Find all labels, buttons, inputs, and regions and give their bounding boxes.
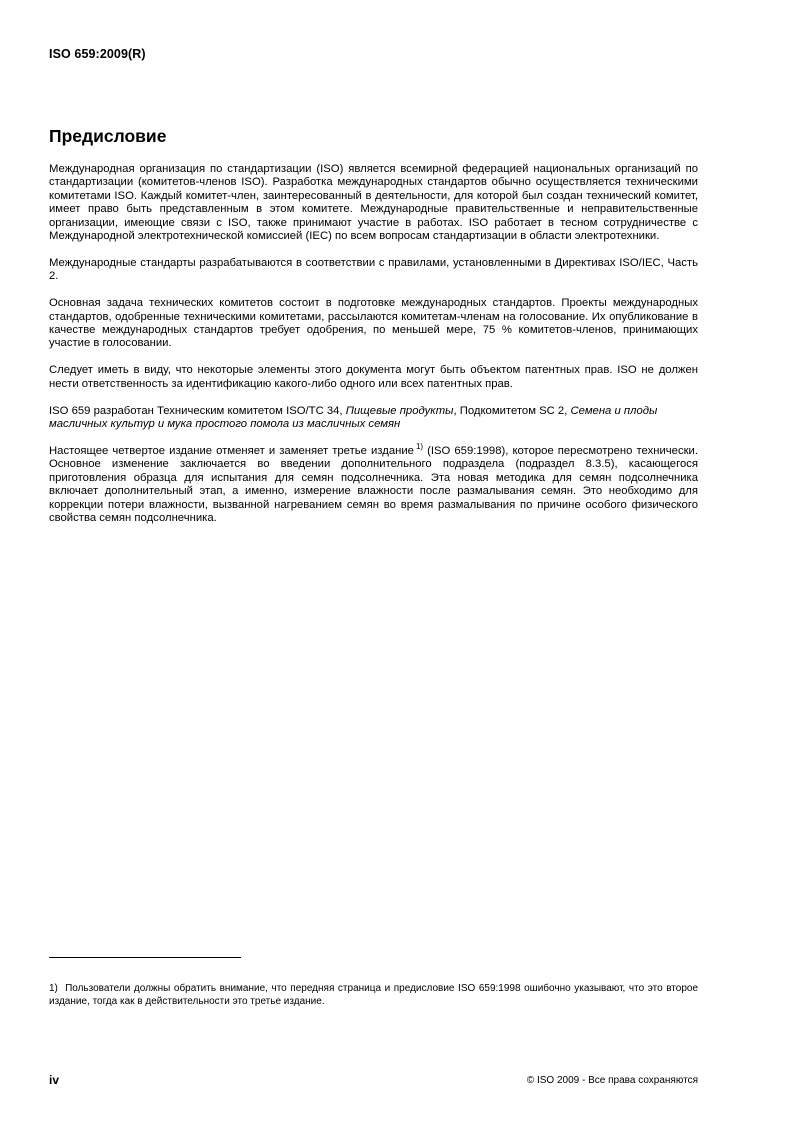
paragraph-patent-rights: Следует иметь в виду, что некоторые элементы этого документа могут быть объектом патентных прав. ISO не должен нести ответственность за идентификацию какого-либо одного или всех патентных прав. bbox=[49, 364, 698, 390]
footnote-reference[interactable]: 1) bbox=[415, 442, 424, 452]
page-title: Предисловие bbox=[49, 126, 167, 146]
paragraph-committee-task: Основная задача технических комитетов состоит в подготовке международных стандартов. Проекты международных стандартов, одобренные техническими комитетами, рассылаются комитетам-членам на голосование. Их опубликование в качестве международных стандартов требует одобрения, по меньшей мере, 75 % комитетов-членов, принимающих участие в голосовании. bbox=[49, 297, 698, 350]
paragraph-edition-note bbox=[49, 442, 698, 525]
committee-title: Пищевые продукты bbox=[345, 404, 454, 417]
subcommittee-text: , Подкомитетом SC 2, bbox=[453, 404, 571, 417]
foreword-body bbox=[49, 163, 698, 539]
paragraph-prepared-by bbox=[49, 405, 698, 432]
paragraph-directives: Международные стандарты разрабатываются в соответствии с правилами, установленными в Директивах ISO/IEC, Часть 2. bbox=[49, 256, 698, 283]
prepared-by-text: ISO 659 разработан Техническим комитетом ISO/TC 34, bbox=[49, 404, 346, 417]
footnote bbox=[49, 982, 698, 1009]
document-code: ISO 659:2009(R) bbox=[49, 47, 146, 61]
subcommittee-title: Семена и плоды масличных культур и мука простого помола из масличных семян bbox=[49, 404, 658, 431]
copyright-notice: © ISO 2009 - Все права сохраняются bbox=[526, 1075, 698, 1086]
footnote-divider bbox=[49, 957, 241, 958]
edition-text-start: Настоящее четвертое издание отменяет и заменяет третье издание bbox=[49, 445, 414, 457]
footnote-text: Пользователи должны обратить внимание, что передняя страница и предисловие ISO 659:1998 ошибочно указывают, что это второе издание, тогда как в действительности это третье издание. bbox=[49, 983, 699, 1008]
footnote-marker: 1) bbox=[49, 983, 58, 994]
page-number: iv bbox=[49, 1073, 60, 1087]
paragraph-iso-organization: Международная организация по стандартизации (ISO) является всемирной федерацией национальных организаций по стандартизации (комитетов-членов ISO). Разработка международных стандартов обычно осуществляется техническими комитетами ISO. Каждый комитет-член, заинтересованный в деятельности, для которой был создан технический комитет, имеет право быть представленным в этом комитете. Международные правительственные и неправительственные организации, имеющие связи с ISO, также принимают участие в работах. ISO работает в тесном сотрудничестве с Международной электротехнической комиссией (IEC) по всем вопросам стандартизации в области электротехники. bbox=[49, 163, 698, 243]
edition-text-end: (ISO 659:1998), которое пересмотрено технически. Основное изменение заключается во введении дополнительного подраздела (подраздел 8.3.5), касающегося приготовления образца для испытания для семян подсолнечника. Эта новая методика для семян подсолнечника включает дополнительный этап, а именно, измерение влажности после размалывания семян. Это необходимо для коррекции потери влажности, вызванной нагреванием семян во время размалывания по причине особого физического свойства семян подсолнечника. bbox=[49, 445, 698, 525]
